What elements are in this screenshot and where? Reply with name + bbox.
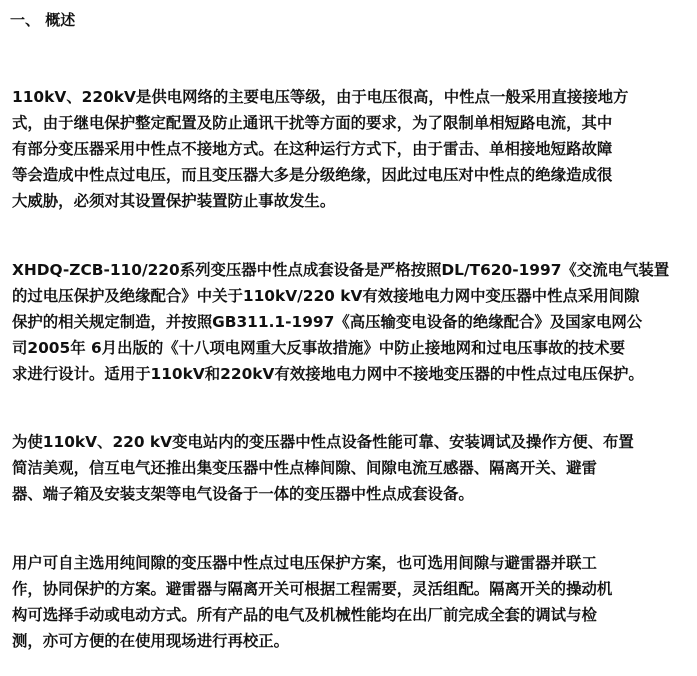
paragraph-line: 构可选择手动或电动方式。所有产品的电气及机械性能均在出厂前完成全套的调试与检 (12, 606, 597, 624)
paragraph-integrated-equipment (12, 429, 688, 507)
paragraph-line: 保护的相关规定制造，并按照GB311.1-1997《高压输变电设备的绝缘配合》及国家电网公 (12, 313, 643, 331)
paragraph-protection-options (12, 550, 688, 654)
paragraph-line: 作，协同保护的方案。避雷器与隔离开关可根据工程需要，灵活组配。隔离开关的操动机 (12, 580, 613, 598)
paragraph-line: 为使110kV、220 kV变电站内的变压器中性点设备性能可靠、安装调试及操作方便、布置 (12, 433, 634, 451)
paragraph-line: 求进行设计。适用于110kV和220kV有效接地电力网中不接地变压器的中性点过电压保护。 (12, 365, 644, 383)
paragraph-line: 110kV、220kV是供电网络的主要电压等级，由于电压很高，中性点一般采用直接接地方 (12, 88, 629, 106)
section-title: 一、 概述 (10, 11, 76, 29)
paragraph-product-standards (12, 257, 688, 387)
paragraph-line: 大威胁，必须对其设置保护装置防止事故发生。 (12, 192, 336, 210)
paragraph-line: 的过电压保护及绝缘配合》中关于110kV/220 kV有效接地电力网中变压器中性点采用间隙 (12, 287, 640, 305)
paragraph-overview-voltage-levels (12, 84, 688, 214)
paragraph-line: 有部分变压器采用中性点不接地方式。在这种运行方式下，由于雷击、单相接地短路故障 (12, 140, 613, 158)
paragraph-line: XHDQ-ZCB-110/220系列变压器中性点成套设备是严格按照DL/T620-1997《交流电气装置 (12, 261, 670, 279)
paragraph-line: 司2005年 6月出版的《十八项电网重大反事故措施》中防止接地网和过电压事故的技术要 (12, 339, 625, 357)
paragraph-line: 等会造成中性点过电压，而且变压器大多是分级绝缘，因此过电压对中性点的绝缘造成很 (12, 166, 613, 184)
paragraph-line: 测，亦可方便的在使用现场进行再校正。 (12, 632, 290, 650)
paragraph-line: 器、端子箱及安装支架等电气设备于一体的变压器中性点成套设备。 (12, 485, 474, 503)
paragraph-line: 式，由于继电保护整定配置及防止通讯干扰等方面的要求，为了限制单相短路电流，其中 (12, 114, 613, 132)
paragraph-line: 简洁美观，信互电气还推出集变压器中性点棒间隙、间隙电流互感器、隔离开关、避雷 (12, 459, 597, 477)
paragraph-line: 用户可自主选用纯间隙的变压器中性点过电压保护方案，也可选用间隙与避雷器并联工 (12, 554, 597, 572)
